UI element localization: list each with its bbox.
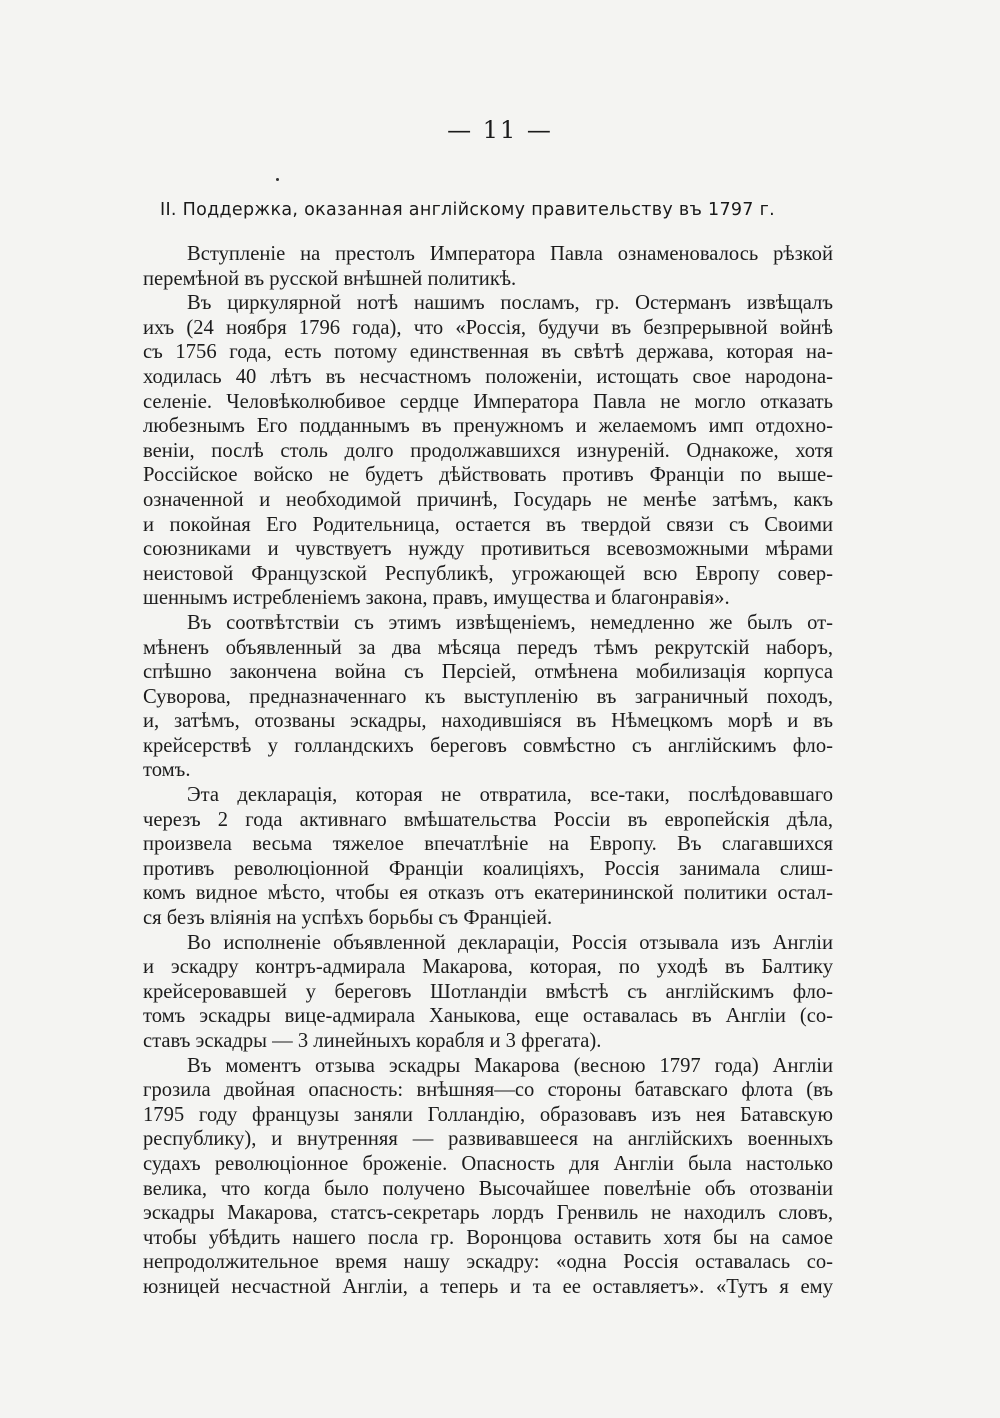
paragraph	[143, 1054, 833, 1300]
text-line: 1795 году французы заняли Голландію, образовавъ изъ нея Батавскую	[143, 1103, 833, 1126]
text-line: Суворова, предназначеннаго къ выступленію въ заграничный походъ,	[143, 685, 833, 708]
text-line: Вступленіе на престолъ Императора Павла ознаменовалось рѣзкой	[187, 243, 833, 265]
text-line: Во исполненіе объявленной деклараціи, Россія отзывала изъ Англіи	[187, 931, 833, 954]
text-line: любезнымъ Его подданнымъ въ пренужномъ и желаемомъ имп отдохно-	[143, 415, 833, 438]
text-line: Въ соотвѣтствіи съ этимъ извѣщеніемъ, немедленно же былъ от-	[187, 611, 833, 634]
text-line: ходилась 40 лѣтъ въ несчастномъ положеніи, истощать свое народона-	[143, 365, 833, 388]
text-line: Эта декларація, которая не отвратила, все-таки, послѣдовавшаго	[187, 784, 833, 807]
section-title: II. Поддержка, оказанная англійскому правительству въ 1797 г.	[160, 200, 775, 220]
text-line: перемѣной въ русской внѣшней политикѣ.	[143, 267, 517, 290]
text-line: селеніе. Человѣколюбивое сердце Императора Павла не могло отказать	[143, 390, 833, 413]
paragraph	[143, 783, 833, 931]
text-line: ся безъ вліянія на успѣхъ борьбы съ Франціей.	[143, 907, 553, 930]
text-line: веніи, послѣ столь долго продолжавшихся изнуреній. Однакоже, хотя	[143, 439, 833, 462]
text-line: республику), и внутренняя — развивавшееся на англійскихъ военныхъ	[143, 1128, 833, 1151]
text-line: велика, что когда было получено Высочайшее повелѣніе объ отозваніи	[143, 1177, 833, 1200]
text-line: Въ циркулярной нотѣ нашимъ посламъ, гр. Остерманъ извѣщалъ	[187, 292, 833, 315]
text-line: Въ моментъ отзыва эскадры Макарова (весною 1797 года) Англіи	[187, 1054, 833, 1077]
text-line: съ 1756 года, есть потому единственная въ свѣтѣ держава, которая на-	[143, 341, 833, 364]
text-line: крейсеровавшей у береговъ Шотландіи вмѣстѣ съ англійскимъ фло-	[143, 980, 833, 1003]
text-line: юзницей несчастной Англіи, а теперь и та ее оставляетъ». «Тутъ я ему	[143, 1275, 833, 1298]
text-line: означенной и необходимой причинѣ, Государь не менѣе затѣмъ, какъ	[143, 488, 833, 511]
text-line: ихъ (24 ноября 1796 года), что «Россія, будучи въ безпрерывной войнѣ	[143, 316, 833, 339]
paragraph	[143, 291, 833, 611]
text-line: мѣненъ объявленный за два мѣсяца передъ тѣмъ рекрутскій наборъ,	[143, 636, 833, 659]
text-line: шеннымъ истребленіемъ закона, правъ, имущества и благонравія».	[143, 587, 730, 610]
text-line: противъ революціонной Франціи коалиціяхъ, Россія занимала слиш-	[143, 857, 833, 880]
text-line: неистовой Французской Республикѣ, угрожающей всю Европу совер-	[143, 562, 833, 585]
paragraph	[143, 611, 833, 783]
body-text	[143, 242, 833, 1300]
text-line: грозила двойная опасность: внѣшняя—со стороны батавскаго флота (въ	[143, 1079, 833, 1102]
text-line: произвела весьма тяжелое впечатлѣніе на Европу. Въ слагавшихся	[143, 833, 833, 856]
text-line: и покойная Его Родительница, остается въ твердой связи съ Своими	[143, 513, 833, 536]
text-line: эскадры Макарова, статсъ-секретарь лордъ Гренвиль не находилъ словъ,	[143, 1202, 833, 1225]
text-line: комъ видное мѣсто, чтобы ея отказъ отъ екатерининской политики остал-	[143, 882, 833, 905]
text-line: союзниками и чувствуетъ нужду противиться всевозможными мѣрами	[143, 538, 833, 561]
text-line: томъ.	[143, 759, 191, 782]
text-line: томъ эскадры вице-адмирала Ханыкова, еще оставалась въ Англіи (со-	[143, 1005, 833, 1028]
text-line: судахъ революціонное броженіе. Опасность для Англіи была настолько	[143, 1152, 833, 1175]
text-line: спѣшно закончена война съ Персіей, отмѣнена мобилизація корпуса	[143, 661, 833, 684]
text-line: и эскадру контръ-адмирала Макарова, которая, по уходѣ въ Балтику	[143, 956, 833, 979]
text-line: непродолжительное время нашу эскадру: «одна Россія оставалась со-	[143, 1251, 833, 1274]
page-number: — 11 —	[447, 116, 553, 144]
text-line: и, затѣмъ, отозваны эскадры, находившіяся въ Нѣмецкомъ морѣ и въ	[143, 710, 833, 733]
paragraph	[143, 931, 833, 1054]
print-speck	[276, 178, 279, 181]
text-line: чтобы убѣдить нашего посла гр. Воронцова оставить хотя бы на самое	[143, 1226, 833, 1249]
text-line: Россійское войско не будетъ дѣйствовать противъ Франціи по выше-	[143, 464, 833, 487]
paragraph	[143, 242, 833, 291]
text-line: ставъ эскадры — 3 линейныхъ корабля и 3 фрегата).	[143, 1030, 602, 1052]
text-line: черезъ 2 года активнаго вмѣшательства Россіи въ европейскія дѣла,	[143, 808, 833, 831]
text-line: крейсерствѣ у голландскихъ береговъ совмѣстно съ англійскимъ фло-	[143, 734, 833, 757]
